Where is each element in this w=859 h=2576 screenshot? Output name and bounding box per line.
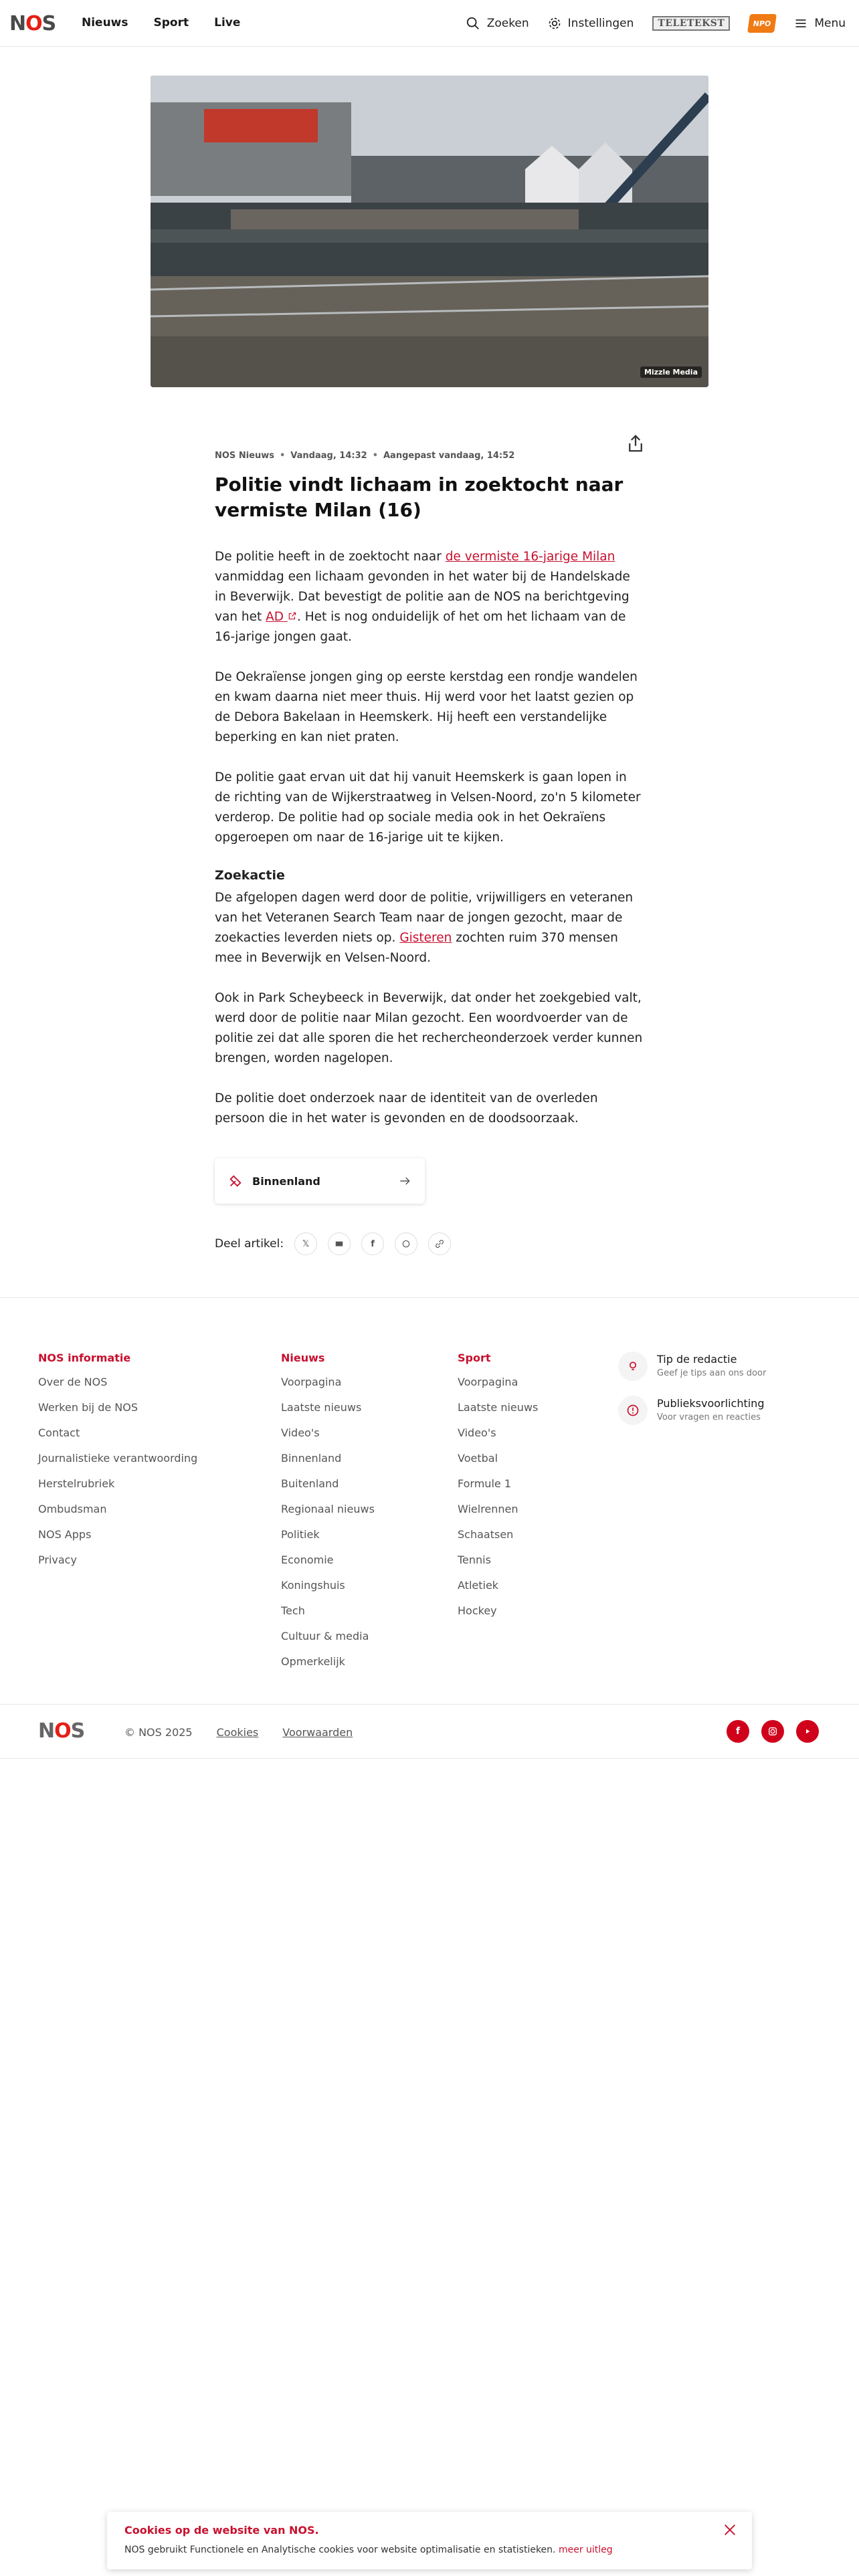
ad-link-label: AD [266, 610, 284, 624]
footer-link[interactable]: Koningshuis [281, 1579, 345, 1592]
share-email-button[interactable] [328, 1232, 351, 1255]
copy-link-button[interactable] [428, 1232, 451, 1255]
footer-link[interactable]: Video's [281, 1426, 320, 1439]
cookie-close-button[interactable] [723, 2523, 737, 2537]
main-nav [82, 16, 240, 29]
footer-link[interactable]: Journalistieke verantwoording [38, 1452, 198, 1465]
share-whatsapp-button[interactable] [395, 1232, 417, 1255]
whatsapp-icon [401, 1239, 411, 1249]
hero-image [151, 76, 708, 387]
article-title: Politie vindt lichaam in zoektocht naar vermiste Milan (16) [215, 473, 624, 521]
paragraph-text: vanmiddag een lichaam gevonden in het water bij de Handelskade in Beverwijk. Dat bevestigt de politie aan de NOS na berichtgeving van het [215, 570, 630, 624]
footer-link[interactable]: Voetbal [458, 1452, 498, 1465]
footer [0, 1297, 859, 1759]
footer-link[interactable]: Politiek [281, 1528, 320, 1541]
footer-link[interactable]: NOS Apps [38, 1528, 92, 1541]
share-label: Deel artikel: [215, 1237, 284, 1251]
paragraph-text: zochten ruim 370 mensen mee in Beverwijk en Velsen-Noord. [215, 931, 618, 965]
footer-link[interactable]: Laatste nieuws [458, 1401, 539, 1414]
footer-link[interactable]: Formule 1 [458, 1477, 511, 1490]
footer-link[interactable]: Ombudsman [38, 1503, 107, 1515]
facebook-icon: f [371, 1239, 375, 1249]
external-link-icon [288, 611, 297, 621]
tip-subtitle: Geef je tips aan ons door [657, 1368, 767, 1378]
menu-label: Menu [814, 17, 846, 30]
meta-separator: • [279, 451, 286, 461]
settings-label: Instellingen [567, 17, 634, 30]
share-facebook-button[interactable] [361, 1232, 384, 1255]
paragraph [215, 888, 643, 968]
instagram-icon [767, 1726, 778, 1737]
footer-link[interactable]: Contact [38, 1426, 80, 1439]
meta-separator: • [372, 451, 378, 461]
footer-col-sport [458, 1352, 538, 1629]
paragraph [215, 547, 643, 647]
mail-icon [335, 1239, 344, 1249]
gisteren-link[interactable]: Gisteren [399, 931, 452, 945]
cookie-more-link[interactable]: meer uitleg [558, 2545, 613, 2555]
paragraph: Ook in Park Scheybeeck in Beverwijk, dat onder het zoekgebied valt, werd door de politie naar Milan gezocht. Een woordvoerder van de politie zei dat alle sporen die het rechercheonderzoek verder kunnen brengen, worden nagelopen. [215, 991, 643, 1065]
cookie-text [124, 2545, 735, 2555]
footer-legal [124, 1726, 353, 1739]
footer-link[interactable]: Over de NOS [38, 1376, 108, 1388]
share-icon [626, 433, 646, 453]
footer-link[interactable]: Buitenland [281, 1477, 339, 1490]
article-source: NOS Nieuws [215, 451, 274, 461]
footer-link[interactable]: Privacy [38, 1553, 77, 1566]
footer-link[interactable]: Laatste nieuws [281, 1401, 362, 1414]
cookie-description: NOS gebruikt Functionele en Analytische cookies voor website optimalisatie en statistieken. [124, 2545, 556, 2555]
info-icon [618, 1396, 648, 1425]
paragraph: De politie doet onderzoek naar de identiteit van de overleden persoon die in het water is gevonden en de doodsoorzaak. [215, 1091, 598, 1125]
publieksvoorlichting-link[interactable] [618, 1396, 766, 1425]
close-icon [723, 2523, 737, 2537]
social-links [727, 1720, 819, 1743]
footer-heading: Nieuws [281, 1352, 325, 1364]
link-icon [435, 1239, 444, 1249]
harbour-photo [151, 76, 708, 387]
facebook-link[interactable] [727, 1720, 749, 1743]
footer-link[interactable]: Tennis [458, 1553, 491, 1566]
footer-link[interactable]: Voorpagina [281, 1376, 342, 1388]
share-x-button[interactable] [294, 1232, 317, 1255]
paragraph: De politie gaat ervan uit dat hij vanuit Heemskerk is gaan lopen in de richting van de Wijkerstraatweg in Velsen-Noord, zo'n 5 kilometer verderop. De politie had op sociale media ook in het Oekraïens opgeroepen om naar de 16-jarige uit te kijken. [215, 770, 641, 845]
npo-link[interactable] [749, 11, 775, 36]
search-button[interactable] [466, 11, 529, 36]
footer-link[interactable]: Hockey [458, 1604, 497, 1617]
npo-logo: NPO [747, 14, 777, 33]
settings-button[interactable] [548, 11, 634, 36]
footer-link[interactable]: Cultuur & media [281, 1630, 369, 1642]
footer-link[interactable]: Economie [281, 1553, 334, 1566]
teletekst-link[interactable] [652, 11, 730, 36]
top-navigation [0, 0, 859, 47]
gear-icon [548, 17, 561, 30]
share-button[interactable] [626, 433, 646, 453]
footer-link[interactable]: Opmerkelijk [281, 1655, 345, 1668]
paragraph: De Oekraïense jongen ging op eerste kerstdag een rondje wandelen en kwam daarna niet meer thuis. Hij werd voor het laatst gezien op de Debora Bakelaan in Heemskerk. Hij heeft een verstandelijke beperking en kan niet praten. [215, 670, 638, 744]
tip-redactie-link[interactable] [618, 1352, 766, 1381]
footer-link[interactable]: Atletiek [458, 1579, 499, 1592]
facebook-icon: f [735, 1726, 741, 1737]
share-article [215, 1232, 451, 1255]
copyright: © NOS 2025 [124, 1726, 193, 1739]
youtube-icon [802, 1726, 813, 1737]
category-label: Binnenland [252, 1174, 320, 1188]
ad-link[interactable] [266, 610, 297, 624]
search-label: Zoeken [486, 17, 529, 30]
cookie-banner [107, 2512, 752, 2569]
footer-link[interactable]: Binnenland [281, 1452, 342, 1465]
arrow-right-icon [398, 1174, 411, 1188]
lightbulb-icon [618, 1352, 648, 1381]
teletekst-logo: TELETEKST [652, 16, 730, 31]
footer-link[interactable]: Herstelrubriek [38, 1477, 115, 1490]
tip-title: Tip de redactie [657, 1353, 737, 1366]
nav-live[interactable]: Live [214, 16, 241, 29]
paragraph-text: De afgelopen dagen werd door de politie, vrijwilligers en veteranen van het Veteranen Search Team naar de jongen gezocht, maar de zoekacties leverden niets op. [215, 891, 634, 945]
photo-credit: Mizzle Media [640, 366, 702, 378]
footer-contact [618, 1352, 766, 1440]
nav-sport[interactable]: Sport [153, 16, 189, 29]
instagram-link[interactable] [761, 1720, 784, 1743]
footer-nos-logo[interactable]: NOS [38, 1719, 85, 1743]
footer-heading: Sport [458, 1352, 491, 1364]
footer-link[interactable]: Werken bij de NOS [38, 1401, 138, 1414]
cookie-title: Cookies op de website van NOS. [124, 2524, 319, 2537]
category-card-binnenland[interactable] [215, 1158, 425, 1204]
subheading: Zoekactie [215, 868, 285, 883]
terms-link[interactable]: Voorwaarden [282, 1726, 353, 1739]
search-icon [466, 16, 480, 31]
article-meta [215, 451, 514, 461]
youtube-link[interactable] [796, 1720, 819, 1743]
paragraph-text: . Het is nog onduidelijk of het om het lichaam van de 16-jarige jongen gaat. [215, 610, 626, 644]
published-time: Vandaag, 14:32 [290, 451, 367, 461]
hamburger-icon [794, 17, 807, 30]
tag-icon [228, 1174, 243, 1188]
footer-link[interactable]: Video's [458, 1426, 496, 1439]
info-title: Publieksvoorlichting [657, 1397, 765, 1410]
article-body [215, 547, 643, 1149]
menu-button[interactable] [794, 11, 846, 36]
info-subtitle: Voor vragen en reacties [657, 1412, 761, 1422]
updated-time: Aangepast vandaag, 14:52 [383, 451, 515, 461]
footer-link[interactable]: Wielrennen [458, 1503, 518, 1515]
header-actions [466, 11, 846, 36]
paragraph-text: De politie heeft in de zoektocht naar [215, 550, 446, 564]
x-icon: 𝕏 [302, 1239, 310, 1249]
footer-col-nieuws [281, 1352, 375, 1680]
footer-link[interactable]: Schaatsen [458, 1528, 514, 1541]
nav-nieuws[interactable]: Nieuws [82, 16, 128, 29]
nos-logo[interactable]: NOS [9, 12, 56, 35]
cookies-link[interactable]: Cookies [216, 1726, 259, 1739]
footer-col-nos-informatie [38, 1352, 197, 1578]
footer-bottom [0, 1704, 859, 1759]
footer-link[interactable]: Tech [281, 1604, 305, 1617]
milan-link[interactable]: de vermiste 16-jarige Milan [445, 550, 615, 564]
footer-link[interactable]: Regionaal nieuws [281, 1503, 375, 1515]
footer-heading: NOS informatie [38, 1352, 131, 1364]
footer-link[interactable]: Voorpagina [458, 1376, 518, 1388]
